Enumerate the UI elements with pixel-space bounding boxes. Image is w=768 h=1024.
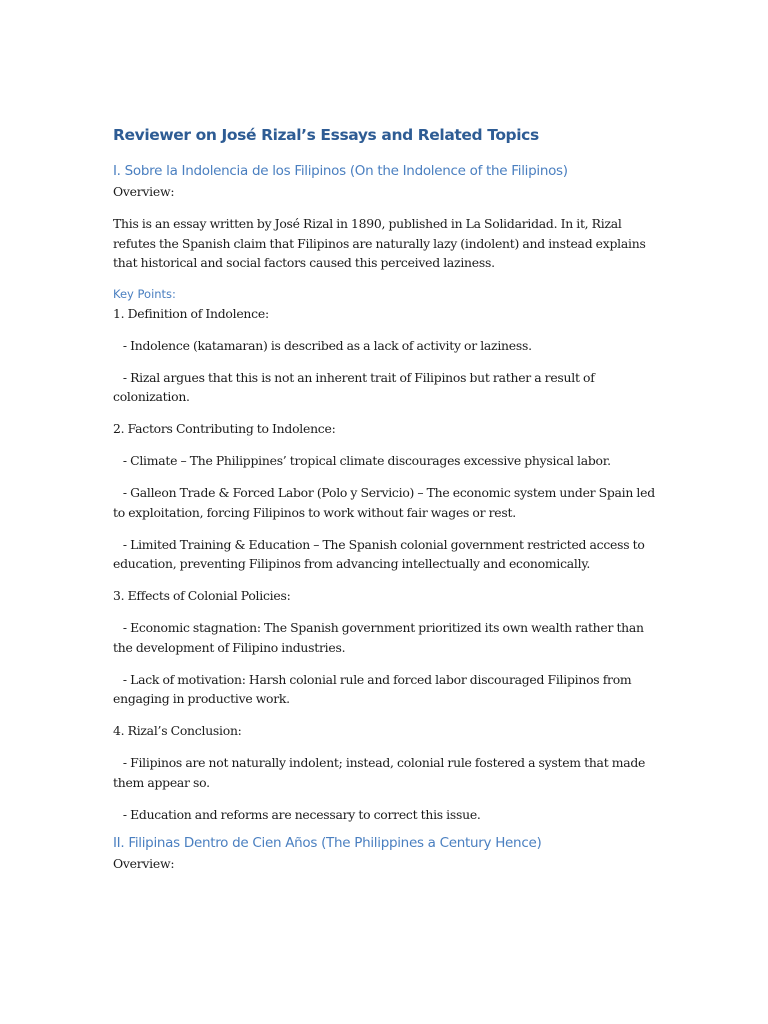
document-title: Reviewer on José Rizal’s Essays and Related Topics: [113, 126, 539, 144]
section-1-overview-text: This is an essay written by José Rizal in 1890, published in La Solidaridad. In it, Rizal refutes the Spanish claim that Filipinos are naturally lazy (indolent) and instead explains that historical and social factors caused this perceived laziness.: [113, 216, 646, 270]
list-item: 2. Factors Contributing to Indolence:: [113, 421, 336, 436]
list-item: - Education and reforms are necessary to correct this issue.: [113, 806, 481, 822]
section-2-overview-label: Overview:: [113, 856, 175, 871]
section-1-heading: I. Sobre la Indolencia de los Filipinos (On the Indolence of the Filipinos): [113, 163, 568, 179]
list-item: - Galleon Trade & Forced Labor (Polo y Servicio) – The economic system under Spain led to exploitation, forcing Filipinos to work without fair wages or rest.: [113, 485, 659, 520]
list-item: 1. Definition of Indolence:: [113, 305, 269, 321]
section-2-heading: II. Filipinas Dentro de Cien Años (The Philippines a Century Hence): [113, 835, 542, 851]
document-page: [113, 124, 658, 886]
list-item: - Filipinos are not naturally indolent; instead, colonial rule fostered a system that made them appear so.: [113, 755, 649, 790]
key-points-label: Key Points:: [113, 286, 176, 301]
list-item: 4. Rizal’s Conclusion:: [113, 723, 242, 738]
section-1-overview-label: Overview:: [113, 184, 175, 199]
list-item: - Economic stagnation: The Spanish government prioritized its own wealth rather than the development of Filipino industries.: [113, 620, 648, 655]
list-item: - Indolence (katamaran) is described as a lack of activity or laziness.: [113, 337, 532, 353]
key-points-list: [113, 304, 658, 825]
list-item: - Rizal argues that this is not an inherent trait of Filipinos but rather a result of colonization.: [113, 369, 598, 404]
list-item: - Climate – The Philippines’ tropical climate discourages excessive physical labor.: [113, 453, 611, 468]
list-item: - Limited Training & Education – The Spanish colonial government restricted access to education, preventing Filipinos from advancing intellectually and economically.: [113, 536, 648, 571]
list-item: 3. Effects of Colonial Policies:: [113, 588, 291, 603]
list-item: - Lack of motivation: Harsh colonial rule and forced labor discouraged Filipinos from engaging in productive work.: [113, 671, 635, 706]
